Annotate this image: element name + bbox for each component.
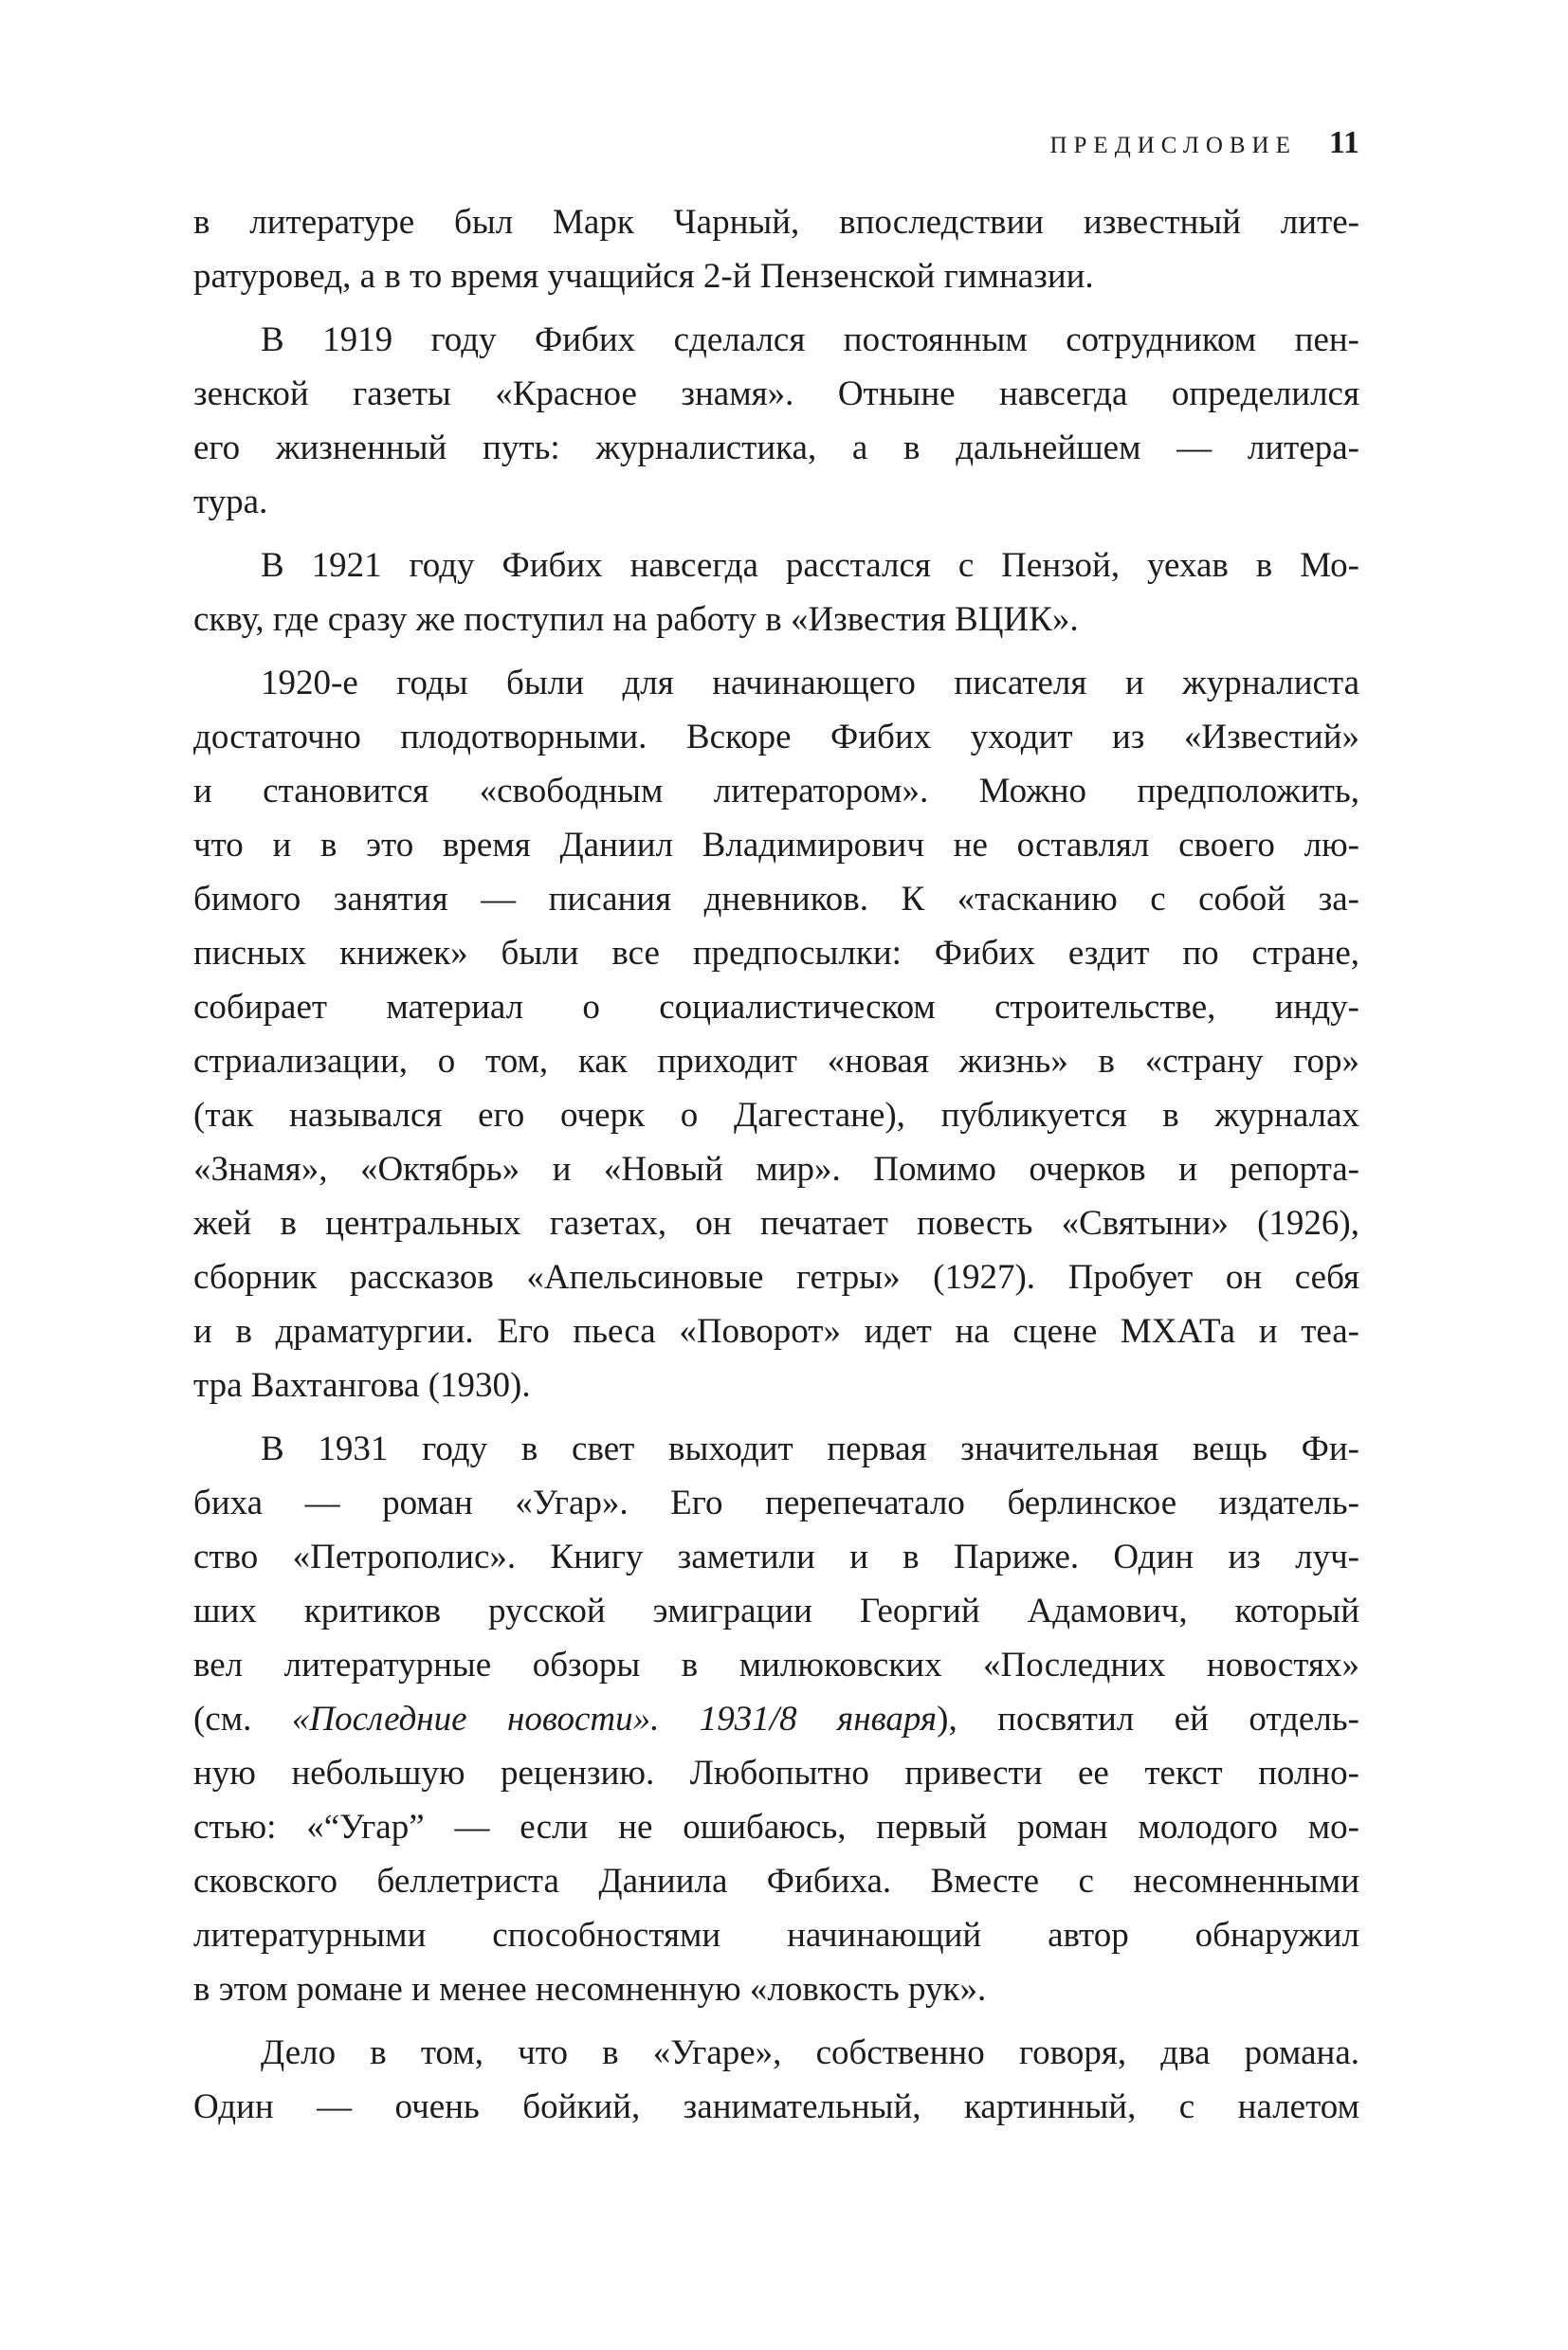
text-line: биха — роман «Угар». Его перепечатало берлинское издатель-	[193, 1484, 1359, 1522]
line-segment: ), посвятил ей отдель-	[937, 1700, 1359, 1739]
text-line: зенской газеты «Красное знамя». Отныне навсегда определился	[193, 374, 1359, 413]
text-line: собирает материал о социалистическом строительстве, инду-	[193, 988, 1359, 1027]
running-head	[1049, 125, 1359, 161]
text-line: что и в это время Даниил Владимирович не оставлял своего лю-	[193, 826, 1359, 865]
text-line: бимого занятия — писания дневников. К «тасканию с собой за-	[193, 880, 1359, 919]
text-line: и в драматургии. Его пьеса «Поворот» идет на сцене МХАТа и теа-	[193, 1312, 1359, 1351]
text-line: Один — очень бойкий, занимательный, картинный, с налетом	[193, 2087, 1359, 2126]
text-line: в литературе был Марк Чарный, впоследствии известный лите-	[193, 203, 1359, 242]
paragraph-first-line: Дело в том, что в «Угаре», собственно говоря, два романа.	[261, 2033, 1359, 2072]
text-line: и становится «свободным литератором». Можно предположить,	[193, 772, 1359, 811]
text-line: ших критиков русской эмиграции Георгий Адамович, который	[193, 1592, 1359, 1630]
text-line: ную небольшую рецензию. Любопытно привести ее текст полно-	[193, 1754, 1359, 1793]
paragraph-first-line: В 1921 году Фибих навсегда расстался с Пензой, уехав в Мо-	[261, 546, 1359, 585]
text-line: писных книжек» были все предпосылки: Фибих ездит по стране,	[193, 934, 1359, 973]
text-line: скву, где сразу же поступил на работу в «Известия ВЦИК».	[193, 600, 1079, 639]
text-line: литературными способностями начинающий автор обнаружил	[193, 1916, 1359, 1955]
text-line: в этом романе и менее несомненную «ловкость рук».	[193, 1970, 987, 2009]
text-line: его жизненный путь: журналистика, а в дальнейшем — литера-	[193, 428, 1359, 467]
paragraph-first-line: 1920-е годы были для начинающего писателя и журналиста	[261, 664, 1359, 702]
text-line: ство «Петрополис». Книгу заметили и в Париже. Один из луч-	[193, 1538, 1359, 1576]
text-line: жей в центральных газетах, он печатает повесть «Святыни» (1926),	[193, 1204, 1359, 1243]
text-line: стриализации, о том, как приходит «новая жизнь» в «страну гор»	[193, 1042, 1359, 1081]
paragraph-first-line: В 1919 году Фибих сделался постоянным сотрудником пен-	[261, 320, 1359, 359]
running-head-title: ПРЕДИСЛОВИЕ	[1049, 133, 1297, 158]
line-segment: (см.	[193, 1700, 292, 1739]
text-line: «Знамя», «Октябрь» и «Новый мир». Помимо очерков и репорта-	[193, 1150, 1359, 1189]
text-line: сковского беллетриста Даниила Фибиха. Вместе с несомненными	[193, 1862, 1359, 1901]
paragraph-first-line: В 1931 году в свет выходит первая значительная вещь Фи-	[261, 1430, 1359, 1468]
text-line: тура.	[193, 483, 268, 521]
text-line: достаточно плодотворными. Вскоре Фибих уходит из «Известий»	[193, 718, 1359, 756]
text-line: ратуровед, а в то время учащийся 2-й Пензенской гимназии.	[193, 257, 1094, 296]
text-line: стью: «“Угар” — если не ошибаюсь, первый роман молодого мо-	[193, 1808, 1359, 1847]
page-number: 11	[1328, 125, 1359, 160]
text-line: вел литературные обзоры в милюковских «Последних новостях»	[193, 1646, 1359, 1685]
text-line: тра Вахтангова (1930).	[193, 1366, 531, 1405]
text-line-with-citation	[193, 1692, 1359, 1746]
citation-italic: «Последние новости». 1931/8 января	[291, 1700, 938, 1739]
body-text	[193, 195, 1359, 2134]
text-line: (так назывался его очерк о Дагестане), публикуется в журналах	[193, 1096, 1359, 1135]
text-line: сборник рассказов «Апельсиновые гетры» (1927). Пробует он себя	[193, 1258, 1359, 1297]
